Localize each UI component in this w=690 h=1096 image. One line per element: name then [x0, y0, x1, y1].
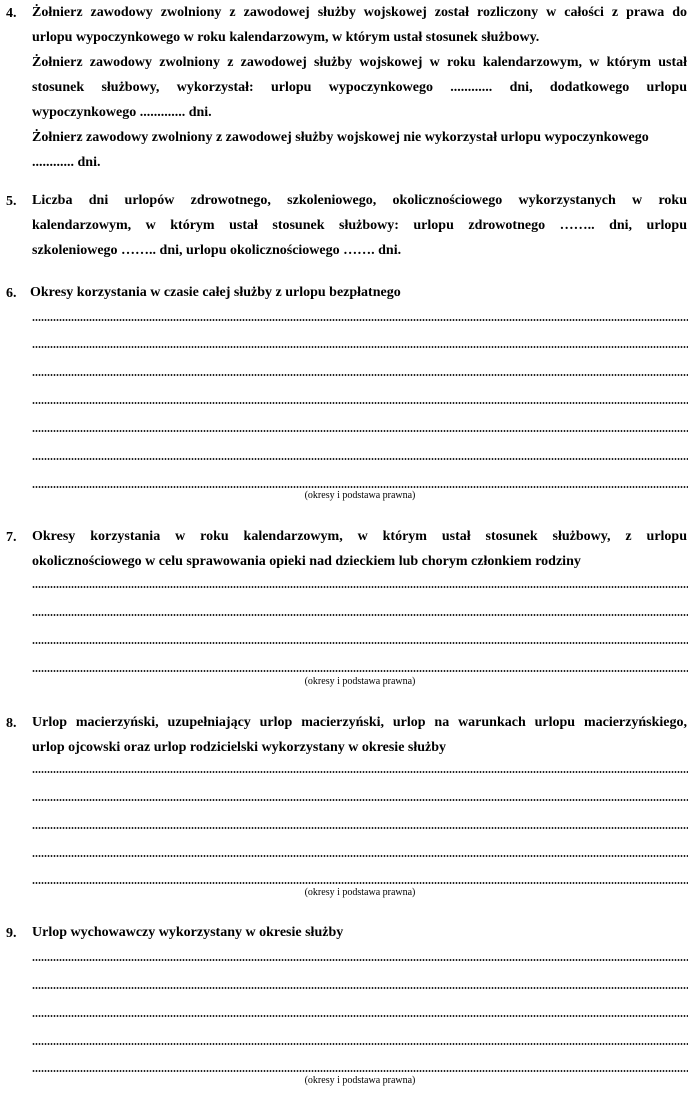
section-7-text	[32, 524, 687, 574]
fill-line[interactable]	[32, 987, 688, 989]
fill-line[interactable]	[32, 319, 688, 321]
section-4-line: Żołnierz zawodowy zwolniony z zawodowej służby wojskowej w roku kalendarzowym, w którym ustał	[32, 55, 687, 70]
section-9-title	[32, 920, 687, 945]
section-6-title-text: Okresy korzystania w czasie całej służby z urlopu bezpłatnego	[30, 285, 401, 300]
fill-line[interactable]	[32, 827, 688, 829]
section-4-line: ............ dni.	[32, 155, 101, 170]
section-5-text	[32, 188, 687, 263]
section-9-title-text: Urlop wychowawczy wykorzystany w okresie służby	[32, 925, 344, 940]
fill-line[interactable]	[32, 855, 688, 857]
fill-line[interactable]	[32, 882, 688, 884]
section-4-line: Żołnierz zawodowy zwolniony z zawodowej służby wojskowej nie wykorzystał urlopu wypoczynkowego	[32, 130, 649, 145]
section-6-caption: (okresy i podstawa prawna)	[304, 490, 416, 501]
section-4-line: wypoczynkowego ............. dni.	[32, 105, 212, 120]
section-7-line: okolicznościowego w celu sprawowania opieki nad dzieckiem lub chorym członkiem rodziny	[32, 554, 581, 569]
section-4-line: urlopu wypoczynkowego w roku kalendarzowym, w którym ustał stosunek służbowy.	[32, 30, 540, 45]
fill-line[interactable]	[32, 1070, 688, 1072]
fill-line[interactable]	[32, 670, 688, 672]
section-5-line: kalendarzowym, w którym ustał stosunek służbowy: urlopu zdrowotnego …….. dni, urlopu	[32, 218, 687, 233]
section-8-line: urlop ojcowski oraz urlop rodzicielski wykorzystany w okresie służby	[32, 740, 447, 755]
section-8-caption: (okresy i podstawa prawna)	[304, 887, 416, 898]
fill-line[interactable]	[32, 1015, 688, 1017]
section-9-number: 9.	[6, 926, 17, 941]
fill-line[interactable]	[32, 486, 688, 488]
fill-line[interactable]	[32, 799, 688, 801]
fill-line[interactable]	[32, 614, 688, 616]
section-9-caption: (okresy i podstawa prawna)	[304, 1075, 416, 1086]
fill-line[interactable]	[32, 346, 688, 348]
fill-line[interactable]	[32, 374, 688, 376]
fill-line[interactable]	[32, 430, 688, 432]
fill-line[interactable]	[32, 1043, 688, 1045]
section-5-line: szkoleniowego …….. dni, urlopu okolicznościowego ……. dni.	[32, 243, 402, 258]
section-8-text	[32, 710, 687, 760]
section-7-caption: (okresy i podstawa prawna)	[304, 676, 416, 687]
section-8-line: Urlop macierzyński, uzupełniający urlop macierzyński, urlop na warunkach urlopu macierzyńskiego,	[32, 715, 687, 730]
section-5-number: 5.	[6, 194, 17, 209]
section-4-line: Żołnierz zawodowy zwolniony z zawodowej służby wojskowej został rozliczony w całości z prawa do	[32, 5, 687, 20]
section-6-title	[30, 280, 685, 305]
fill-line[interactable]	[32, 458, 688, 460]
section-4-text	[32, 0, 687, 175]
fill-line[interactable]	[32, 771, 688, 773]
section-8-number: 8.	[6, 716, 17, 731]
section-4-line: stosunek służbowy, wykorzystał: urlopu wypoczynkowego ............ dni, dodatkowego urlopu	[32, 80, 687, 95]
section-7-number: 7.	[6, 530, 17, 545]
section-6-number: 6.	[6, 286, 17, 301]
section-5-line: Liczba dni urlopów zdrowotnego, szkoleniowego, okolicznościowego wykorzystanych w roku	[32, 193, 687, 208]
section-7-line: Okresy korzystania w roku kalendarzowym, w którym ustał stosunek służbowy, z urlopu	[32, 529, 687, 544]
section-4-number: 4.	[6, 6, 17, 21]
fill-line[interactable]	[32, 959, 688, 961]
fill-line[interactable]	[32, 402, 688, 404]
fill-line[interactable]	[32, 642, 688, 644]
fill-line[interactable]	[32, 586, 688, 588]
